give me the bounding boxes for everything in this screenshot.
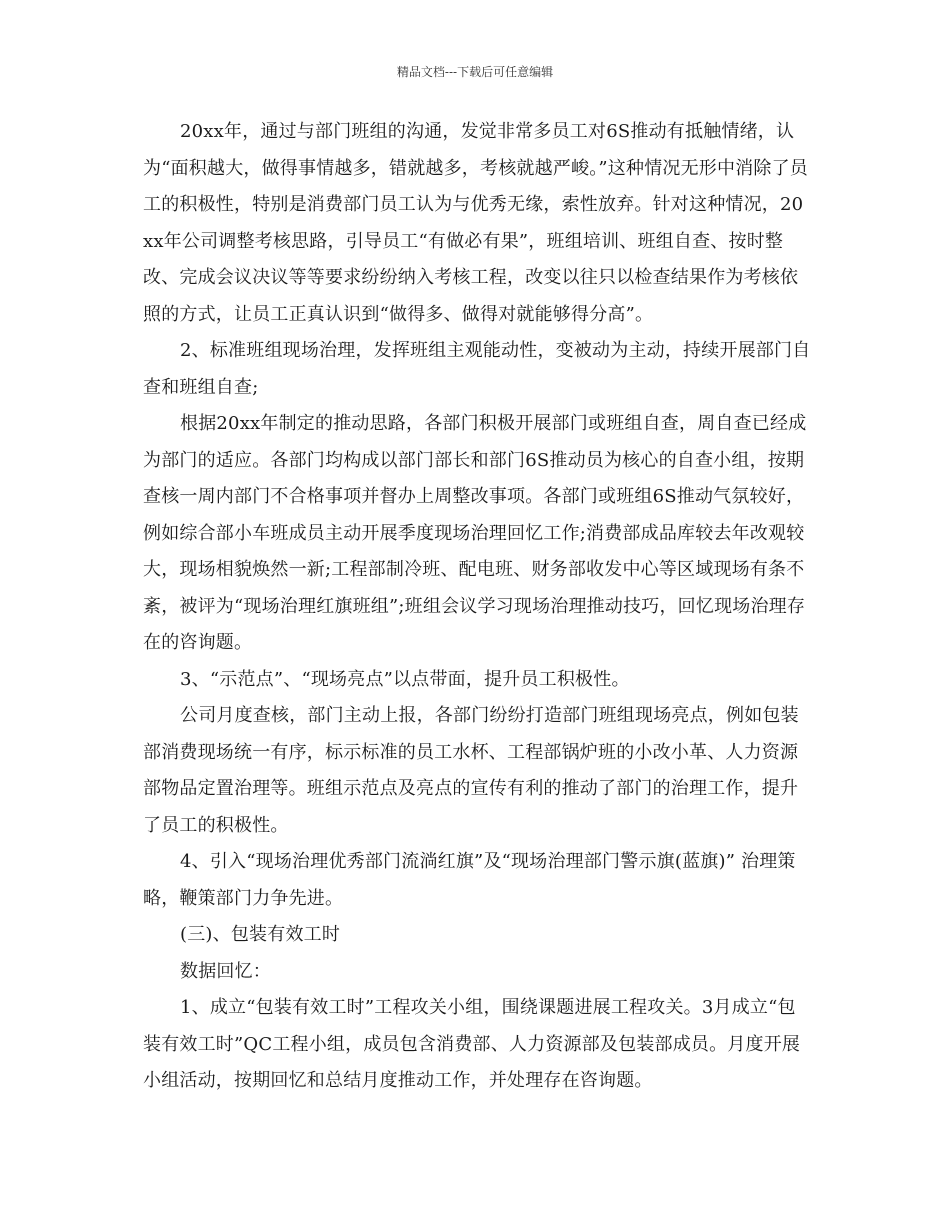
paragraph-item-3-heading: 3、“示范点”、“现场亮点”以点带面，提升员工积极性。 bbox=[180, 668, 630, 690]
paragraph-self-inspection: 根据20xx年制定的推动思路，各部门积极开展部门或班组自查，周自查已经成为部门的适应。各部门均构成以部门部长和部门6S推动员为核心的自查小组，按期查核一周内部门不合格事项并督办上周整改事项。各部门或班组6S推动气氛较好，例如综合部小车班成员主动开展季度现场治理回忆工作;消费部成品库较去年改观较大，现场相貌焕然一新;工程部制冷班、配电班、财务部收发中心等区域现场有条不紊，被评为“现场治理红旗班组”;班组会议学习现场治理推动技巧，回忆现场治理存在的咨询题。 bbox=[143, 413, 807, 653]
paragraph-qc-team: 1、成立“包装有效工时”工程攻关小组，围绕课题进展工程攻关。3月成立“包装有效工时”QC工程小组，成员包含消费部、人力资源部及包装部成员。月度开展小组活动，按期回忆和总结月度推动工作，并处理存在咨询题。 bbox=[143, 997, 801, 1091]
paragraph-monthly-inspection: 公司月度查核，部门主动上报，各部门纷纷打造部门班组现场亮点，例如包装部消费现场统一有序，标示标准的员工水杯、工程部锅炉班的小改小革、人力资源部物品定置治理等。班组示范点及亮点的宣传有利的推动了部门的治理工作，提升了员工的积极性。 bbox=[143, 705, 799, 836]
document-body bbox=[143, 114, 813, 1100]
paragraph-assessment-approach: 20xx年，通过与部门班组的沟通，发觉非常多员工对6S推动有抵触情绪，认为“面积越大，做得事情越多，错就越多，考核就越严峻。”这种情况无形中消除了员工的积极性，特别是消费部门员工认为与优秀无缘，索性放弃。针对这种情况，20xx年公司调整考核思路，引导员工“有做必有果”，班组培训、班组自查、按时整改、完成会议决议等等要求纷纷纳入考核工程，改变以往只以检查结果作为考核依照的方式，让员工正真认识到“做得多、做得对就能够得分高”。 bbox=[143, 121, 809, 325]
section-heading-packaging-hours: (三)、包装有效工时 bbox=[180, 924, 341, 945]
page-header-watermark: 精品文档---下载后可任意编辑 bbox=[396, 65, 554, 79]
paragraph-item-4-flags: 4、引入“现场治理优秀部门流淌红旗”及“现场治理部门警示旗(蓝旗)” 治理策略，鞭策部门力争先进。 bbox=[143, 851, 796, 909]
subheading-data-review: 数据回忆： bbox=[180, 960, 271, 982]
paragraph-item-2-heading: 2、标准班组现场治理，发挥班组主观能动性，变被动为主动，持续开展部门自查和班组自查; bbox=[143, 340, 811, 398]
